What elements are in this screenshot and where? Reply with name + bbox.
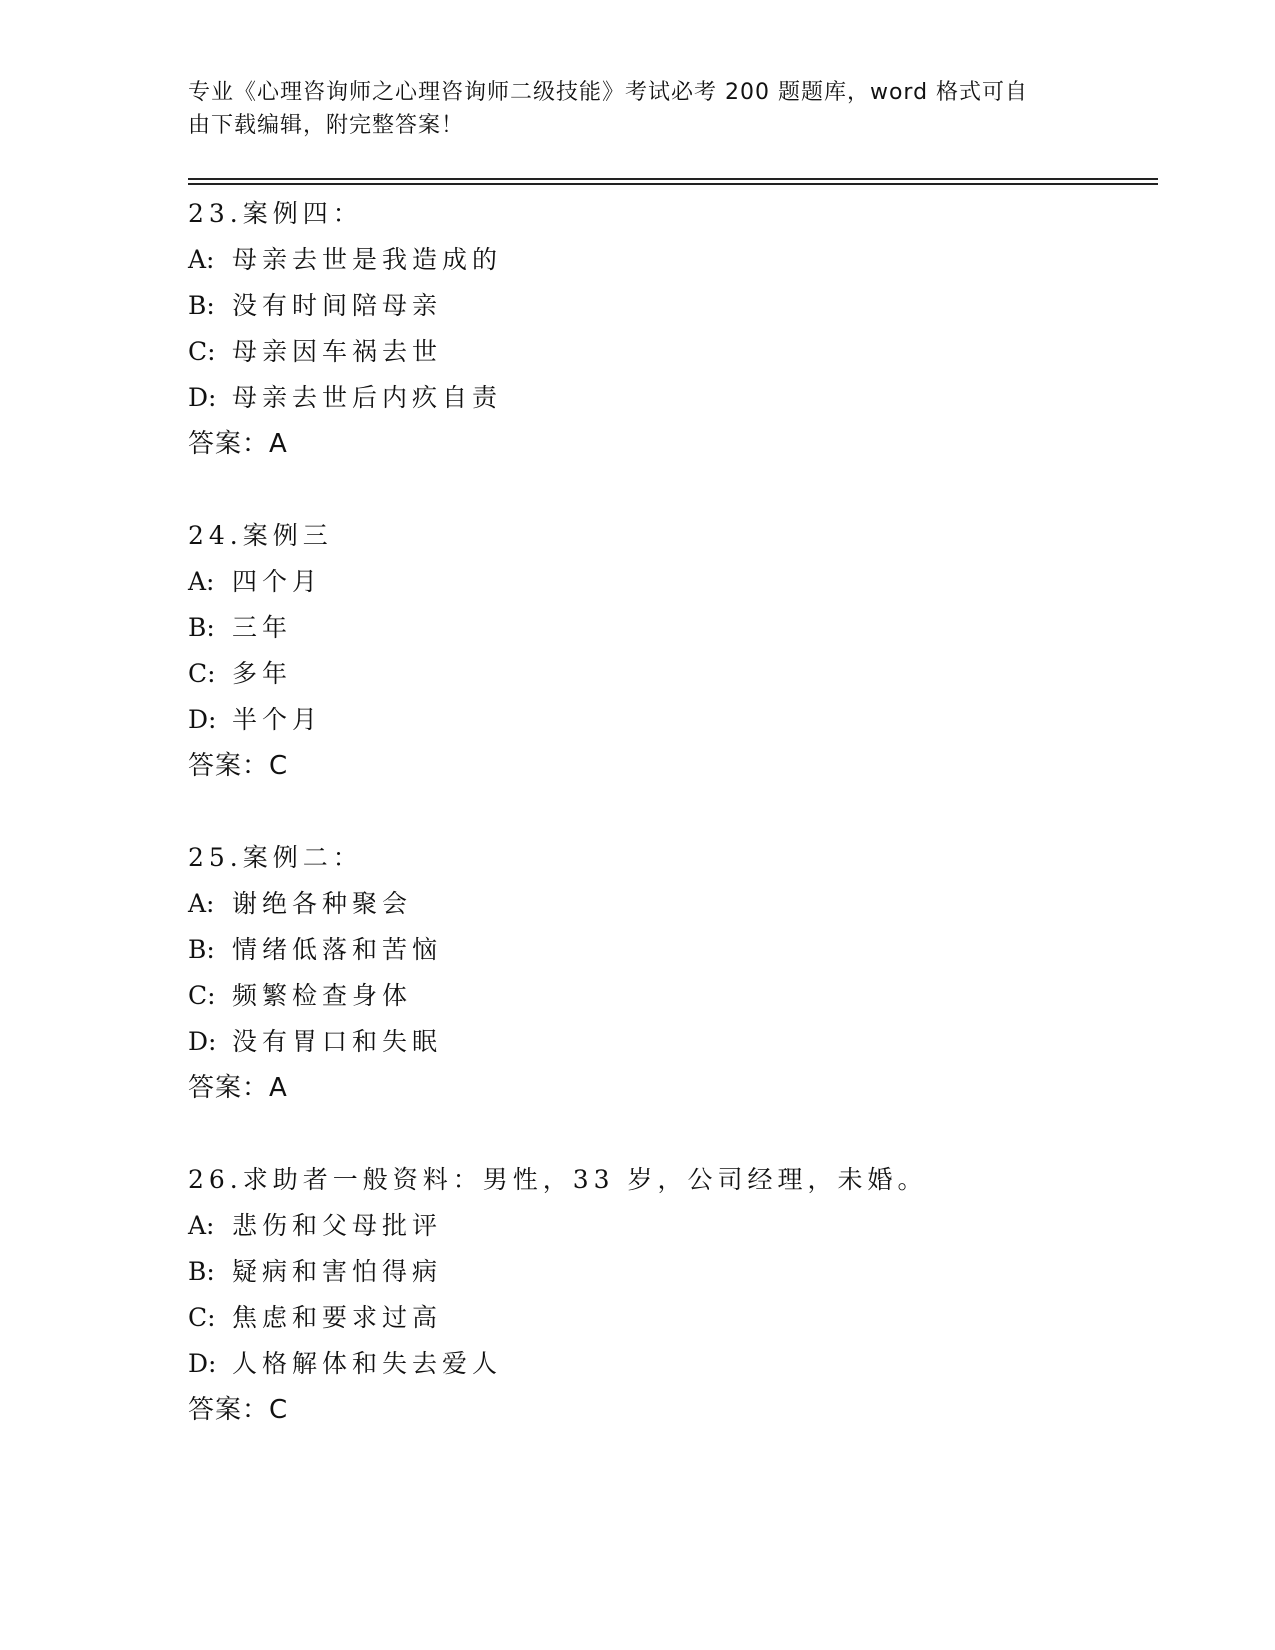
question-stem: 26.求助者一般资料：男性，33 岁，公司经理，未婚。	[188, 1165, 928, 1194]
option-d	[188, 1341, 1158, 1387]
question-23	[188, 191, 1158, 467]
option-c	[188, 651, 1158, 697]
header-line-1: 专业《心理咨询师之心理咨询师二级技能》考试必考 200 题题库，word 格式可自	[188, 80, 1029, 105]
option-text: 悲伤和父母批评	[232, 1211, 443, 1240]
option-c	[188, 329, 1158, 375]
question-24	[188, 513, 1158, 789]
option-label: D:	[188, 705, 217, 734]
option-label: D:	[188, 1349, 217, 1378]
option-label: D:	[188, 1027, 217, 1056]
option-c	[188, 1295, 1158, 1341]
option-text: 四个月	[232, 567, 323, 596]
header-line-2: 由下载编辑，附完整答案！	[188, 113, 465, 138]
option-a	[188, 1203, 1158, 1249]
option-label: B:	[188, 291, 215, 320]
document-header	[188, 76, 1068, 142]
option-label: A:	[188, 1211, 215, 1240]
option-text: 频繁检查身体	[232, 981, 413, 1010]
option-label: C:	[188, 337, 216, 366]
option-label: B:	[188, 935, 215, 964]
option-text: 情绪低落和苦恼	[232, 935, 443, 964]
answer-line: 答案：A	[188, 429, 288, 459]
option-label: C:	[188, 981, 216, 1010]
option-text: 疑病和害怕得病	[232, 1257, 443, 1286]
option-label: A:	[188, 245, 215, 274]
question-25	[188, 835, 1158, 1111]
option-d	[188, 1019, 1158, 1065]
option-text: 母亲去世后内疚自责	[232, 383, 503, 412]
option-text: 多年	[232, 659, 293, 688]
option-label: A:	[188, 567, 215, 596]
question-26	[188, 1157, 1158, 1433]
option-b	[188, 283, 1158, 329]
answer-line: 答案：C	[188, 1395, 289, 1425]
option-d	[188, 375, 1158, 421]
option-text: 没有时间陪母亲	[232, 291, 443, 320]
option-text: 谢绝各种聚会	[232, 889, 413, 918]
option-a	[188, 237, 1158, 283]
option-text: 人格解体和失去爱人	[232, 1349, 503, 1378]
option-label: B:	[188, 1257, 215, 1286]
option-b	[188, 605, 1158, 651]
answer-line: 答案：C	[188, 751, 289, 781]
option-text: 半个月	[232, 705, 323, 734]
header-divider-top	[188, 178, 1158, 180]
option-text: 三年	[232, 613, 293, 642]
option-text: 焦虑和要求过高	[232, 1303, 443, 1332]
option-label: C:	[188, 659, 216, 688]
question-stem: 23.案例四：	[188, 199, 363, 228]
answer-line: 答案：A	[188, 1073, 288, 1103]
option-label: A:	[188, 889, 215, 918]
question-list	[188, 191, 1158, 1479]
option-b	[188, 1249, 1158, 1295]
header-divider-bottom	[188, 183, 1158, 185]
option-text: 没有胃口和失眠	[232, 1027, 443, 1056]
option-a	[188, 559, 1158, 605]
option-c	[188, 973, 1158, 1019]
option-text: 母亲因车祸去世	[232, 337, 443, 366]
option-text: 母亲去世是我造成的	[232, 245, 503, 274]
option-a	[188, 881, 1158, 927]
question-stem: 25.案例二：	[188, 843, 363, 872]
option-label: D:	[188, 383, 217, 412]
option-b	[188, 927, 1158, 973]
option-label: C:	[188, 1303, 216, 1332]
question-stem: 24.案例三	[188, 521, 333, 550]
option-d	[188, 697, 1158, 743]
option-label: B:	[188, 613, 215, 642]
